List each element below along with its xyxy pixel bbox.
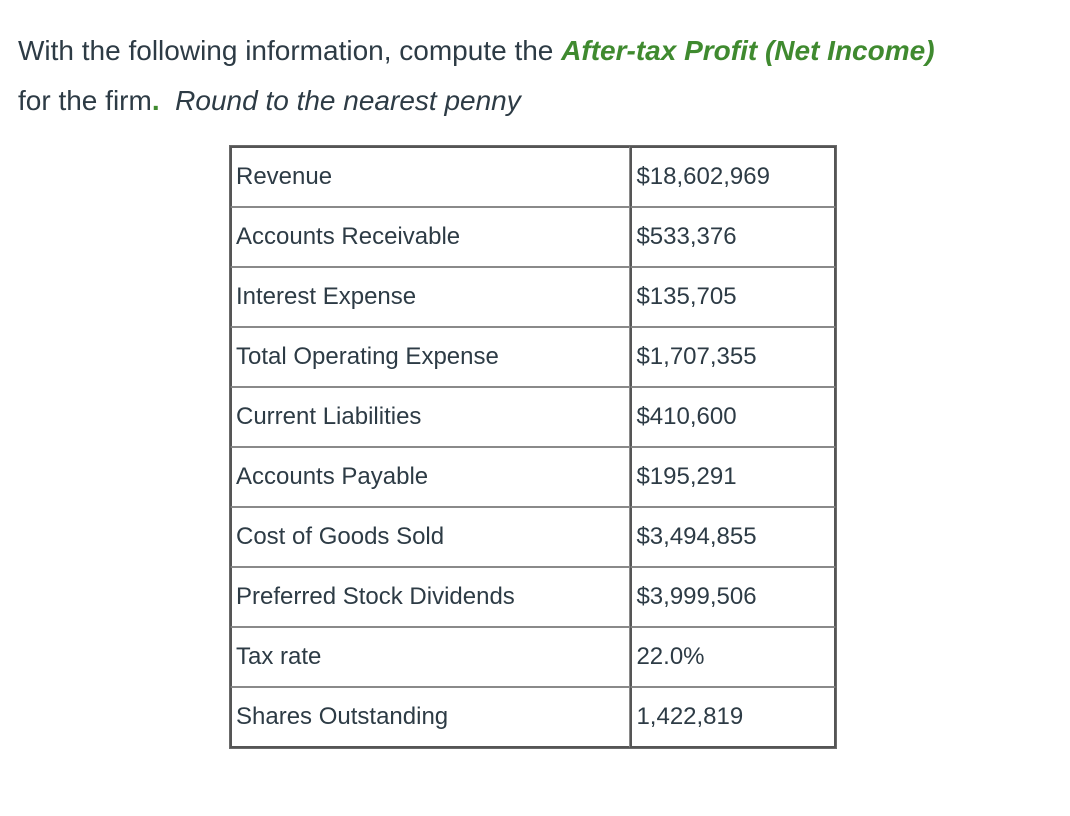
row-value: $1,707,355 [630, 327, 836, 387]
row-value: 22.0% [630, 627, 836, 687]
row-value: $410,600 [630, 387, 836, 447]
financial-data-table [229, 145, 837, 749]
row-value: 1,422,819 [630, 687, 836, 748]
row-value: $18,602,969 [630, 146, 836, 207]
table-row [230, 567, 836, 627]
table-row [230, 387, 836, 447]
row-label: Interest Expense [230, 267, 630, 327]
row-label: Revenue [230, 146, 630, 207]
row-label: Accounts Payable [230, 447, 630, 507]
question-line2-start: for the firm [18, 85, 152, 116]
row-label: Total Operating Expense [230, 327, 630, 387]
row-label: Cost of Goods Sold [230, 507, 630, 567]
table-row [230, 267, 836, 327]
question-highlight: After-tax Profit (Net Income) [561, 35, 935, 66]
row-label: Accounts Receivable [230, 207, 630, 267]
table-row [230, 687, 836, 748]
row-value: $533,376 [630, 207, 836, 267]
round-instruction: Round to the nearest penny [175, 85, 521, 116]
table-row [230, 327, 836, 387]
row-label: Shares Outstanding [230, 687, 630, 748]
question-period: . [151, 85, 160, 116]
row-value: $195,291 [630, 447, 836, 507]
table-row [230, 627, 836, 687]
row-value: $135,705 [630, 267, 836, 327]
table-row [230, 207, 836, 267]
question-prefix: With the following information, compute the [18, 35, 562, 66]
row-label: Preferred Stock Dividends [230, 567, 630, 627]
row-value: $3,999,506 [630, 567, 836, 627]
row-label: Tax rate [230, 627, 630, 687]
table-row [230, 507, 836, 567]
row-label: Current Liabilities [230, 387, 630, 447]
row-value: $3,494,855 [630, 507, 836, 567]
table-row [230, 447, 836, 507]
table-row [230, 146, 836, 207]
question-text [18, 26, 1058, 126]
